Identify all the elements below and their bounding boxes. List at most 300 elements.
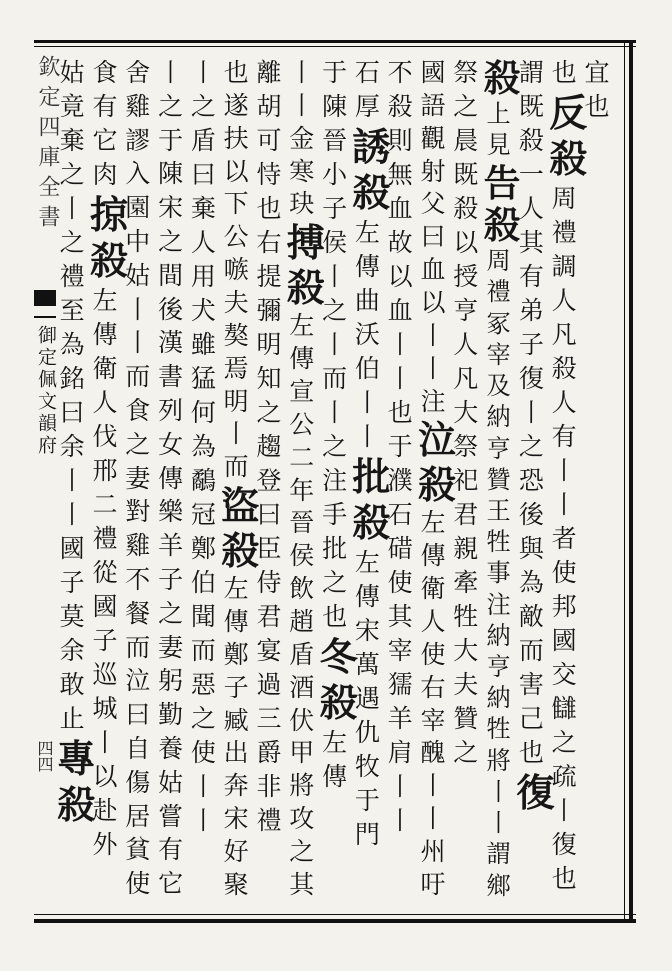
text-char: 贊 [486,465,511,494]
text-char: 丨 [551,490,577,519]
text-char: 事 [486,559,511,588]
text-char: 沃 [354,320,380,349]
text-char: 酒 [289,672,315,702]
center-fold-top [34,290,56,306]
text-char: 也 [223,58,249,87]
headword-char: 告 [483,160,521,205]
text-char: 丨 [190,772,216,801]
text-char: 不 [125,564,151,594]
text-char: 明 [223,386,249,416]
text-char: 疏 [551,762,577,791]
text-char: 下 [223,189,249,219]
text-char: 傳 [420,541,446,571]
text-char: 而 [518,636,544,665]
text-char: 者 [551,524,577,553]
text-column [516,58,555,820]
text-char: 國 [92,592,118,621]
text-column [483,56,521,905]
text-char: 用 [190,262,216,291]
text-char: 自 [125,733,151,763]
text-char: 禮 [486,278,511,307]
text-char: 食 [125,395,151,425]
text-char: 宜 [584,58,610,87]
text-char: 祭 [453,432,479,461]
text-char: 好 [223,836,249,866]
text-char: 大 [453,636,479,665]
text-char: 使 [387,568,413,597]
text-char: 胡 [256,92,282,121]
text-char: 躬 [158,666,184,696]
text-char: 盾 [190,126,216,155]
text-char: 之 [158,598,184,628]
text-char: 與 [518,534,544,563]
right-border-inner [624,40,625,923]
text-char: 曰 [256,500,282,529]
text-char: 射 [420,156,446,186]
text-char: 使 [551,558,577,587]
text-char: 丨 [354,388,380,417]
text-char: 丨 [354,422,380,451]
text-char: 臧 [223,705,249,735]
text-char: 宋 [158,193,184,223]
text-char: 謬 [125,125,151,155]
text-char: 謂 [486,840,511,869]
text-char: 也 [518,738,544,767]
text-char: 也 [551,864,577,893]
text-char: 之 [551,728,577,757]
text-char: 之 [125,429,151,459]
text-char: 二 [92,490,118,519]
bottom-border [34,919,636,923]
headword-char: 殺 [221,527,260,573]
text-char: 交 [551,660,577,689]
text-char: 丨 [59,500,85,529]
text-char: 三 [256,704,282,733]
text-char: 殺 [518,126,544,155]
text-char: 宰 [420,705,446,735]
text-char: 何 [190,398,216,427]
text-char: 離 [256,58,282,87]
text-char: 君 [453,500,479,529]
text-column [57,58,96,832]
text-char: 外 [92,830,118,859]
text-char: 公 [289,409,315,439]
text-char: 右 [420,672,446,702]
text-char: 而 [190,636,216,665]
text-char: 吁 [420,869,446,899]
text-char: 惡 [190,670,216,699]
text-char: 也 [584,92,610,121]
headword-char: 殺 [319,680,358,725]
text-char: 及 [486,372,511,401]
text-char: 姑 [59,58,85,87]
text-char: 納 [486,403,511,432]
text-char: 二 [289,442,315,472]
text-char: 它 [158,869,184,899]
text-char: 傳 [354,252,380,281]
text-char: 侯 [322,228,348,257]
text-char: 盾 [289,639,315,669]
text-char: 國 [420,58,446,87]
text-char: 妻 [125,463,151,493]
text-char: 聚 [223,869,249,899]
headword-char: 泣 [418,417,457,463]
text-char: 使 [125,869,151,899]
text-char: 鄉 [486,871,511,900]
text-char: 對 [125,497,151,527]
headword-char: 復 [516,770,555,815]
headword-char: 反 [549,90,588,135]
text-char: 血 [387,296,413,325]
text-char: 己 [518,704,544,733]
text-char: 子 [322,194,348,223]
headword-char: 殺 [549,136,588,181]
text-char: 過 [256,670,282,699]
text-char: 趙 [289,606,315,636]
text-char: 貧 [125,835,151,865]
text-char: 弟 [518,296,544,325]
text-char: 復 [551,830,577,859]
text-char: 左 [322,728,348,757]
text-column [254,60,284,842]
headword-char: 批 [352,454,391,499]
text-char: 將 [486,746,511,775]
text-char: 嘗 [158,801,184,831]
text-char: 人 [518,194,544,223]
text-char: 妻 [158,632,184,662]
text-char: 丨 [551,456,577,485]
text-char: 曰 [420,222,446,252]
text-char: 人 [551,286,577,315]
text-char: 牧 [354,752,380,781]
text-char: 猛 [190,364,216,393]
text-char: 親 [453,534,479,563]
text-char: 祭 [453,58,479,87]
headword-char: 殺 [352,500,391,545]
text-char: 注 [420,386,446,416]
text-char: 泣 [125,666,151,696]
text-char: 害 [518,670,544,699]
headword-char: 搏 [286,220,325,266]
text-char: 書 [158,362,184,392]
text-char: 子 [92,626,118,655]
text-char: 丨 [59,194,85,223]
text-char: 棄 [59,126,85,155]
text-char: 奔 [223,771,249,801]
text-char: 丨 [387,772,413,801]
headword-char: 掠 [90,192,129,237]
text-char: 牽 [453,568,479,597]
text-char: 其 [387,602,413,631]
text-char: 衛 [420,574,446,604]
text-column [286,58,325,905]
text-char: 故 [387,228,413,257]
text-char: 敢 [59,670,85,699]
text-char: 漢 [158,328,184,358]
text-char: 丨 [289,58,315,87]
text-char: 禮 [256,806,282,835]
text-char: 巡 [92,660,118,689]
text-char: 有 [158,835,184,865]
text-char: 雞 [125,91,151,121]
text-char: 批 [322,534,348,563]
text-char: 丨 [158,58,184,87]
text-char: 人 [551,388,577,417]
text-char: 入 [125,159,151,189]
text-char: 可 [256,126,282,155]
text-char: 甲 [289,738,315,768]
text-char: 見 [486,131,511,160]
headword-char: 殺 [286,264,325,310]
text-char: 邦 [551,592,577,621]
text-char: 出 [223,738,249,768]
text-char: 鄭 [223,639,249,669]
text-char: 讎 [551,694,577,723]
text-char: 其 [289,869,315,899]
text-char: 中 [125,226,151,256]
text-char: 王 [486,496,511,525]
text-char: 厚 [354,92,380,121]
text-char: 丨 [223,419,249,449]
text-char: 年 [289,475,315,505]
text-char: 注 [322,466,348,495]
text-char: 丨 [387,330,413,359]
text-char: 殺 [387,92,413,121]
text-char: 醜 [420,738,446,768]
text-char: 將 [289,771,315,801]
text-char: 亨 [486,653,511,682]
text-char: 殺 [551,354,577,383]
text-char: 碏 [387,534,413,563]
text-char: 恃 [256,160,282,189]
text-char: 後 [518,500,544,529]
text-char: 也 [387,398,413,427]
text-char: 父 [420,189,446,219]
text-char: 余 [59,636,85,665]
text-char: 丨 [125,328,151,358]
text-char: 其 [518,228,544,257]
text-char: 宰 [387,636,413,665]
text-char: 之 [453,92,479,121]
text-char: 丨 [59,466,85,495]
text-column [221,58,260,905]
text-char: 棄 [190,194,216,223]
text-char: 調 [551,252,577,281]
text-char: 竟 [59,92,85,121]
text-char: 侍 [256,568,282,597]
text-char: 石 [387,500,413,529]
text-char: 為 [518,568,544,597]
text-char: 人 [453,330,479,359]
text-char: 禮 [59,262,85,291]
text-char: 以 [387,262,413,291]
text-char: 而 [125,632,151,662]
text-char: 也 [551,58,577,87]
text-char: 夫 [223,288,249,318]
text-char: 羊 [387,704,413,733]
top-border [34,40,636,43]
text-char: 復 [518,364,544,393]
text-char: 血 [387,194,413,223]
headword-char: 盜 [221,483,260,529]
edge-title-text: 欽定四庫全書 [35,55,60,235]
text-char: 爵 [256,738,282,767]
text-char: 而 [322,364,348,393]
text-char: 赴 [92,796,118,825]
text-char: 余 [59,432,85,461]
text-char: 君 [256,602,282,631]
text-char: 納 [486,684,511,713]
text-char: 丨 [322,262,348,291]
text-char: 傷 [125,767,151,797]
text-column [156,60,186,905]
text-char: 國 [59,534,85,563]
text-char: 食 [92,58,118,87]
text-char: 丨 [486,809,511,838]
text-char: 有 [92,92,118,121]
text-char: 以 [92,762,118,791]
text-char: 之 [158,91,184,121]
text-char: 登 [256,466,282,495]
headword-char: 殺 [483,202,521,247]
text-column [188,60,218,842]
text-char: 使 [190,738,216,767]
text-char: 丨 [420,804,446,834]
text-char: 伐 [92,422,118,451]
text-char: 右 [256,228,282,257]
text-char: 于 [387,432,413,461]
text-char: 之 [59,160,85,189]
headword-char: 誘 [352,124,391,169]
text-char: 之 [322,568,348,597]
text-char: 人 [190,228,216,257]
text-char: 聞 [190,602,216,631]
text-char: 一 [518,160,544,189]
headword-char: 殺 [352,170,391,215]
text-char: 嗾 [223,255,249,285]
text-char: 宰 [486,340,511,369]
text-char: 衛 [92,354,118,383]
text-char: 子 [518,330,544,359]
text-char: 左 [354,548,380,577]
text-char: 傳 [354,582,380,611]
text-char: 也 [256,194,282,223]
text-char: 于 [158,125,184,155]
text-char: 餐 [125,598,151,628]
headword-char: 專 [57,736,96,781]
text-char: 贊 [453,704,479,733]
text-char: 後 [158,294,184,324]
text-char: 小 [322,160,348,189]
bottom-border-inner [34,914,636,915]
text-char: 晨 [453,126,479,155]
text-char: 雞 [125,531,151,561]
text-char: 銘 [59,364,85,393]
center-fold-bottom [34,316,56,318]
text-char: 宋 [354,616,380,645]
text-char: 金 [289,123,315,153]
headword-char: 冬 [319,634,358,679]
text-char: 之 [322,296,348,325]
text-char: 注 [486,590,511,619]
text-char: 無 [387,160,413,189]
text-char: 丨 [518,398,544,427]
text-char: 雖 [190,330,216,359]
text-char: 大 [453,398,479,427]
text-char: 姑 [125,260,151,290]
top-border-inner [34,46,636,47]
text-char: 丨 [551,796,577,825]
text-char: 血 [420,255,446,285]
text-char: 左 [223,574,249,604]
text-char: 知 [256,364,282,393]
text-char: 丨 [322,398,348,427]
text-char: 周 [551,184,577,213]
text-char: 之 [158,226,184,256]
text-char: 恐 [518,466,544,495]
text-char: 趨 [256,432,282,461]
text-char: 丨 [420,353,446,383]
text-char: 遂 [223,90,249,120]
text-char: 舍 [125,58,151,87]
text-char: 門 [354,820,380,849]
text-char: 牲 [453,602,479,631]
text-char: 于 [322,58,348,87]
text-char: 納 [486,621,511,650]
text-char: 伏 [289,705,315,735]
headword-char: 殺 [57,782,96,827]
text-char: 丨 [387,364,413,393]
text-char: 彌 [256,296,282,325]
text-char: 于 [354,786,380,815]
text-char: 曰 [125,700,151,730]
text-char: 夫 [453,670,479,699]
text-char: 晉 [289,508,315,538]
text-char: 授 [453,262,479,291]
text-char: 石 [354,58,380,87]
page-number-text: 四四 [35,740,54,772]
text-char: 養 [158,733,184,763]
text-char: 犬 [190,296,216,325]
text-char: 州 [420,836,446,866]
text-char: 丨 [190,806,216,835]
text-char: 晉 [322,126,348,155]
text-char: 伯 [190,568,216,597]
text-char: 攻 [289,804,315,834]
text-char: 侯 [289,541,315,571]
text-char: 傳 [322,762,348,791]
text-char: 則 [387,126,413,155]
text-char: 傳 [92,320,118,349]
text-char: 亨 [486,434,511,463]
text-char: 子 [59,568,85,597]
text-char: 濮 [387,466,413,495]
text-char: 以 [420,288,446,318]
headword-char: 殺 [90,238,129,283]
text-char: 鷸 [190,466,216,495]
text-char: 丨 [387,806,413,835]
text-char: 丨 [420,771,446,801]
text-char: 冢 [486,309,511,338]
text-char: 牲 [486,715,511,744]
text-char: 居 [125,801,151,831]
headword-char: 殺 [418,461,457,507]
text-char: 寒 [289,156,315,186]
text-char: 為 [190,432,216,461]
text-char: 伯 [354,354,380,383]
text-char: 之 [518,432,544,461]
text-char: 公 [223,222,249,252]
